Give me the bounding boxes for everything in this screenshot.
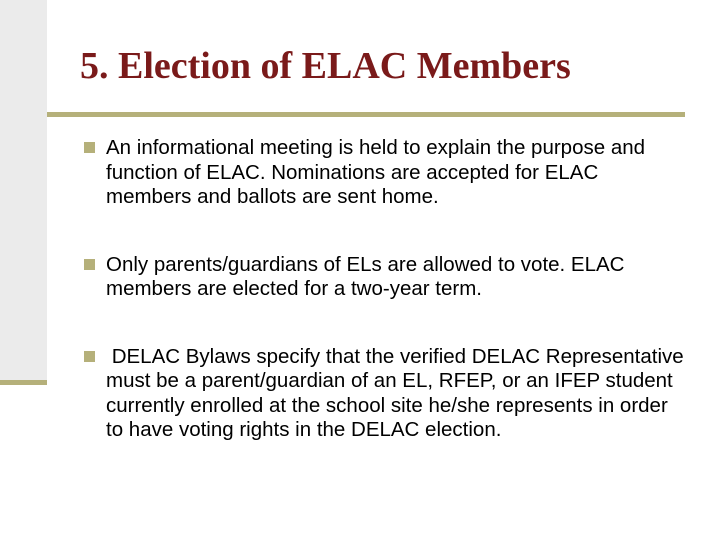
square-bullet-icon	[84, 259, 95, 270]
bullet-text: An informational meeting is held to explain the purpose and function of ELAC. Nominations are accepted for ELAC members and ballots are sent home.	[106, 136, 646, 208]
bullet-list	[84, 136, 696, 443]
side-bar-accent-line	[0, 380, 47, 385]
side-decorative-bar	[0, 0, 47, 385]
square-bullet-icon	[84, 142, 95, 153]
slide-title: 5. Election of ELAC Members	[80, 45, 571, 87]
bullet-item	[84, 136, 684, 210]
bullet-text: Only parents/guardians of ELs are allowed to vote. ELAC members are elected for a two-year term.	[106, 252, 625, 300]
square-bullet-icon	[84, 351, 95, 362]
bullet-item	[84, 253, 684, 302]
bullet-item	[84, 344, 696, 443]
title-divider-rule	[47, 112, 685, 117]
title-rule-left-segment	[0, 112, 47, 117]
bullet-text: DELAC Bylaws specify that the verified DELAC Representative must be a parent/guardian of an EL, RFEP, or an IFEP student currently enrolled at the school site he/she represents in order to have voting rights in the DELAC election.	[106, 344, 696, 441]
